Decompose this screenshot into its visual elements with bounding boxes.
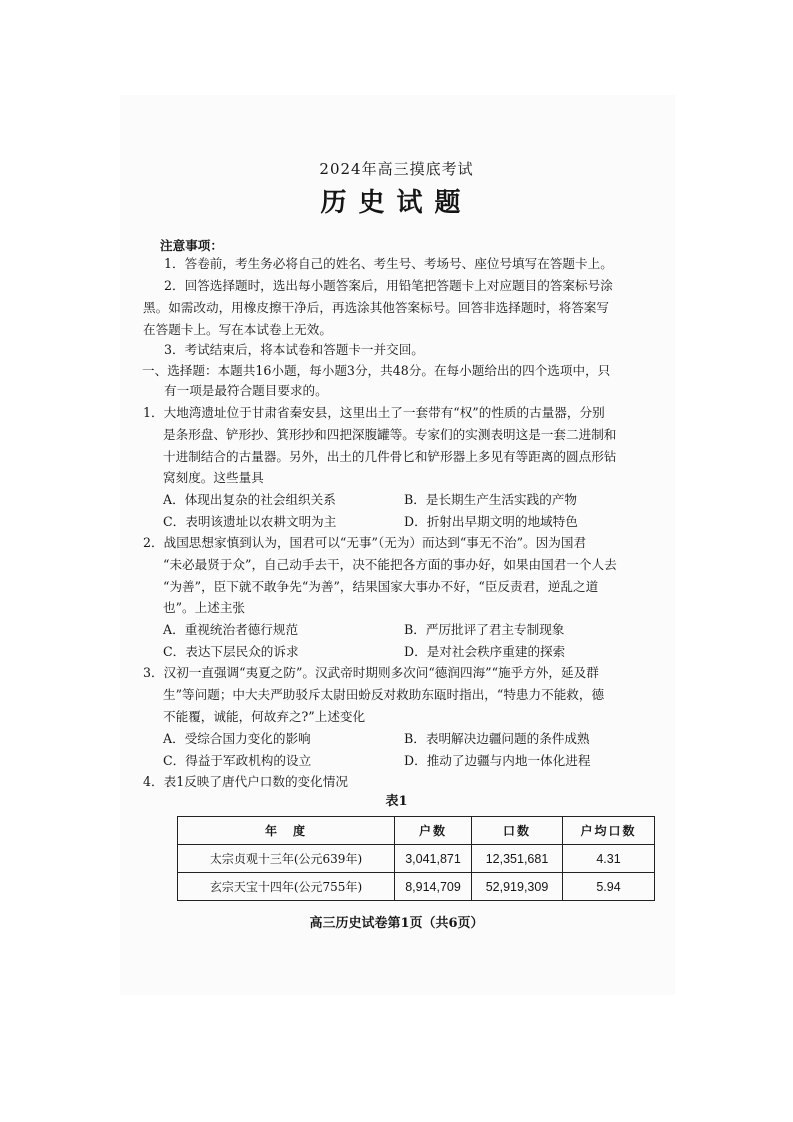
exam-title: 2024年高三摸底考试 [319,160,474,178]
table-cell-year: 玄宗天宝十四年(公元755年) [178,873,395,901]
question-1-line-1: 1．大地湾遗址位于甘肃省秦安县，这里出土了一套带有“权”的性质的古量器，分别 [143,405,605,420]
notes-item-3: 3．考试结束后，将本试卷和答题卡一并交回。 [164,342,424,357]
table-header-year: 年 度 [178,817,395,845]
notes-item-2-line-2: 黑。如需改动，用橡皮擦干净后，再选涂其他答案标号。回答非选择题时，将答案写 [143,300,609,315]
question-1-option-d: D．折射出早期文明的地域特色 [404,514,578,529]
question-3-option-d: D．推动了边疆与内地一体化进程 [404,753,591,768]
question-1-line-2: 是条形盘、铲形抄、箕形抄和四把深腹罐等。专家们的实测表明这是一套二进制和 [163,427,617,442]
notes-item-1: 1．答卷前，考生务必将自己的姓名、考生号、考场号、座位号填写在答题卡上。 [164,256,613,271]
section-1-line-2: 有一项是最符合题目要求的。 [164,383,328,398]
table-cell-population: 12,351,681 [472,845,563,873]
page-footer: 高三历史试卷第1页（共6页） [309,916,484,931]
table-1-caption: 表1 [385,794,408,809]
question-3-option-a: A．受综合国力变化的影响 [163,731,311,746]
notes-item-2-line-3: 在答题卡上。写在本试卷上无效。 [143,322,332,337]
table-row [178,845,655,873]
table-header-row [178,817,655,845]
question-3-line-1: 3．汉初一直强调“夷夏之防”。汉武帝时期则多次问“德润四海”“施乎方外，延及群 [143,665,599,680]
table-cell-avg: 5.94 [563,873,655,901]
question-2-line-2: “未必最贤于众”，自己动手去干，决不能把各方面的事办好，如果由国君一个人去 [163,557,617,572]
table-cell-households: 3,041,871 [395,845,472,873]
question-2-line-4: 也”。上述主张 [163,600,246,615]
question-2-option-d: D．是对社会秩序重建的探索 [404,644,566,659]
question-2-option-a: A．重视统治者德行规范 [163,622,299,637]
question-2-option-b: B．严厉批评了君主专制现象 [404,622,565,637]
section-1-line-1: 一、选择题：本题共16小题，每小题3分，共48分。在每小题给出的四个选项中，只 [142,363,611,378]
table-cell-avg: 4.31 [563,845,655,873]
notes-item-2-line-1: 2．回答选择题时，选出每小题答案后，用铅笔把答题卡上对应题目的答案标号涂 [164,278,613,293]
question-3-option-b: B．表明解决边疆问题的条件成熟 [404,731,590,746]
question-2-line-3: “为善”，臣下就不敢争先“为善”，结果国家大事办不好，“臣反责君，逆乱之道 [163,579,599,594]
table-header-households: 户数 [395,817,472,845]
question-1-option-a: A．体现出复杂的社会组织关系 [163,492,336,507]
question-3-option-c: C．得益于军政机构的设立 [163,753,312,768]
subject-title: 历史试题 [320,188,473,218]
table-cell-year: 太宗贞观十三年(公元639年) [178,845,395,873]
question-3-line-2: 生”等问题；中大夫严助驳斥太尉田蚡反对救助东瓯时指出，“特患力不能救，德 [163,687,605,702]
question-3-line-3: 不能覆，诚能，何故弃之?”上述变化 [163,709,366,724]
table-row [178,873,655,901]
question-1-option-b: B．是长期生产生活实践的产物 [404,492,577,507]
question-2-line-1: 2．战国思想家慎到认为，国君可以“无事”（无为）而达到“事无不治”。因为国君 [143,535,587,550]
question-2-option-c: C．表达下层民众的诉求 [163,644,299,659]
table-cell-population: 52,919,309 [472,873,563,901]
question-1-line-4: 窝刻度。这些量具 [163,470,264,485]
table-cell-households: 8,914,709 [395,873,472,901]
table-header-population: 口数 [472,817,563,845]
question-4-line-1: 4．表1反映了唐代户口数的变化情况 [143,774,348,789]
question-1-line-3: 十进制结合的古量器。另外，出土的几件骨匕和铲形器上多见有等距离的圆点形钻 [163,449,617,464]
question-1-option-c: C．表明该遗址以农耕文明为主 [163,514,337,529]
household-table [177,816,655,901]
table-header-avg-per-household: 户均口数 [563,817,655,845]
notes-heading: 注意事项： [160,238,223,253]
